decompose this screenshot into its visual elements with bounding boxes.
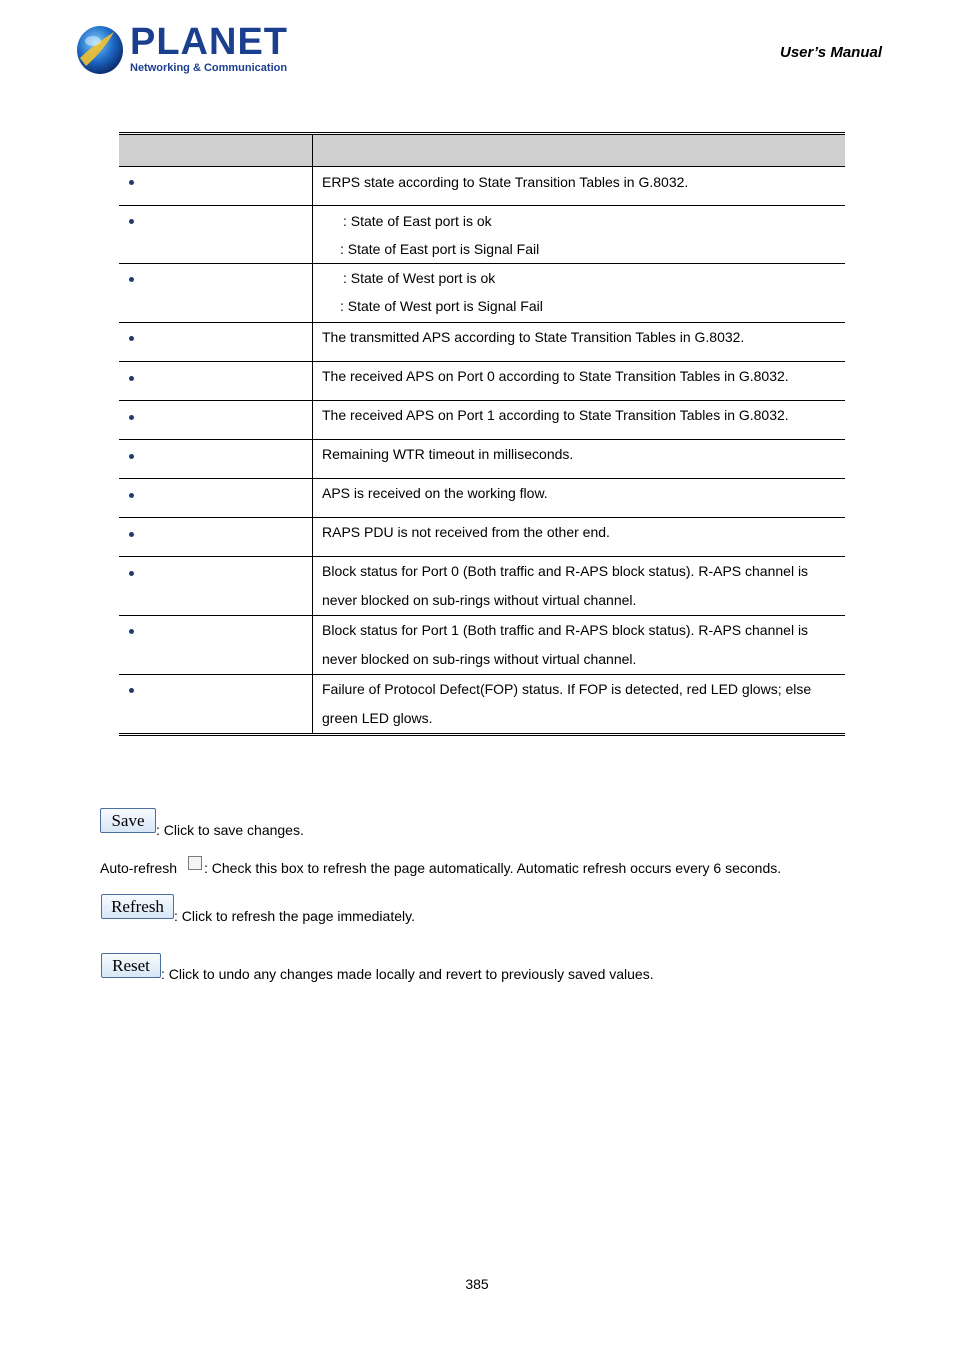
logo-wordmark: PLANET bbox=[130, 21, 288, 63]
description-line: The received APS on Port 0 according to State Transition Tables in G.8032. bbox=[322, 368, 789, 384]
table-row bbox=[119, 167, 845, 206]
description-line: : State of West port is Signal Fail bbox=[340, 298, 543, 314]
description-line: The transmitted APS according to State Transition Tables in G.8032. bbox=[322, 329, 745, 345]
bullet-icon bbox=[129, 277, 134, 282]
description-cell bbox=[313, 440, 845, 478]
object-cell bbox=[119, 206, 313, 263]
object-cell bbox=[119, 557, 313, 615]
object-cell bbox=[119, 479, 313, 517]
description-cell bbox=[313, 479, 845, 517]
description-line: RAPS PDU is not received from the other end. bbox=[322, 524, 610, 540]
planet-logo bbox=[74, 21, 288, 78]
table-row bbox=[119, 557, 845, 616]
bullet-icon bbox=[129, 180, 134, 185]
description-line: : State of East port is ok bbox=[343, 213, 492, 229]
object-cell bbox=[119, 323, 313, 361]
save-button[interactable]: Save bbox=[100, 808, 156, 833]
object-cell bbox=[119, 264, 313, 322]
autorefresh-label: Auto-refresh bbox=[100, 860, 178, 876]
logo-subtitle: Networking & Communication bbox=[130, 62, 288, 74]
description-line: APS is received on the working flow. bbox=[322, 485, 548, 501]
object-cell bbox=[119, 616, 313, 674]
globe-icon bbox=[74, 24, 126, 76]
status-table bbox=[119, 132, 845, 736]
table-row bbox=[119, 518, 845, 557]
bullet-icon bbox=[129, 629, 134, 634]
bullet-icon bbox=[129, 688, 134, 693]
description-line: ERPS state according to State Transition Tables in G.8032. bbox=[322, 174, 689, 190]
manual-label: User’s Manual bbox=[780, 44, 882, 61]
description-cell bbox=[313, 362, 845, 400]
autorefresh-description: : Check this box to refresh the page automatically. Automatic refresh occurs every 6 seconds. bbox=[204, 860, 782, 876]
table-row bbox=[119, 401, 845, 440]
object-cell bbox=[119, 518, 313, 556]
bullet-icon bbox=[129, 532, 134, 537]
description-cell bbox=[313, 167, 845, 205]
save-description: : Click to save changes. bbox=[156, 822, 304, 838]
table-row bbox=[119, 323, 845, 362]
description-line: Block status for Port 1 (Both traffic and R-APS block status). R-APS channel is bbox=[322, 622, 809, 638]
description-cell bbox=[313, 264, 845, 322]
description-cell bbox=[313, 616, 845, 674]
description-line: The received APS on Port 1 according to State Transition Tables in G.8032. bbox=[322, 407, 789, 423]
description-line: green LED glows. bbox=[322, 710, 433, 726]
description-line: : State of East port is Signal Fail bbox=[340, 241, 540, 257]
description-cell bbox=[313, 557, 845, 615]
description-cell bbox=[313, 675, 845, 734]
bullet-icon bbox=[129, 336, 134, 341]
table-header-row bbox=[119, 135, 845, 167]
object-cell bbox=[119, 167, 313, 205]
description-line: never blocked on sub-rings without virtual channel. bbox=[322, 592, 637, 608]
table-row bbox=[119, 675, 845, 734]
table-row bbox=[119, 362, 845, 401]
description-line: Remaining WTR timeout in milliseconds. bbox=[322, 446, 574, 462]
bullet-icon bbox=[129, 415, 134, 420]
refresh-button[interactable]: Refresh bbox=[101, 894, 174, 919]
bullet-icon bbox=[129, 493, 134, 498]
description-line: never blocked on sub-rings without virtual channel. bbox=[322, 651, 637, 667]
description-line: Failure of Protocol Defect(FOP) status. If FOP is detected, red LED glows; else bbox=[322, 681, 812, 697]
reset-button[interactable]: Reset bbox=[101, 953, 161, 978]
description-cell bbox=[313, 401, 845, 439]
reset-description: : Click to undo any changes made locally and revert to previously saved values. bbox=[161, 966, 654, 982]
bullet-icon bbox=[129, 219, 134, 224]
page-number: 385 bbox=[465, 1276, 489, 1292]
refresh-description: : Click to refresh the page immediately. bbox=[174, 908, 415, 924]
table-row bbox=[119, 206, 845, 264]
description-line: Block status for Port 0 (Both traffic and R-APS block status). R-APS channel is bbox=[322, 563, 809, 579]
table-row bbox=[119, 440, 845, 479]
description-line: : State of West port is ok bbox=[343, 270, 496, 286]
description-cell bbox=[313, 323, 845, 361]
autorefresh-checkbox[interactable] bbox=[188, 856, 202, 870]
bullet-icon bbox=[129, 571, 134, 576]
object-cell bbox=[119, 675, 313, 734]
description-cell bbox=[313, 206, 845, 263]
description-cell bbox=[313, 518, 845, 556]
table-row bbox=[119, 616, 845, 675]
object-cell bbox=[119, 401, 313, 439]
object-cell bbox=[119, 362, 313, 400]
bullet-icon bbox=[129, 454, 134, 459]
bullet-icon bbox=[129, 376, 134, 381]
header-cell-object bbox=[119, 135, 313, 166]
object-cell bbox=[119, 440, 313, 478]
table-row bbox=[119, 264, 845, 323]
table-row bbox=[119, 479, 845, 518]
